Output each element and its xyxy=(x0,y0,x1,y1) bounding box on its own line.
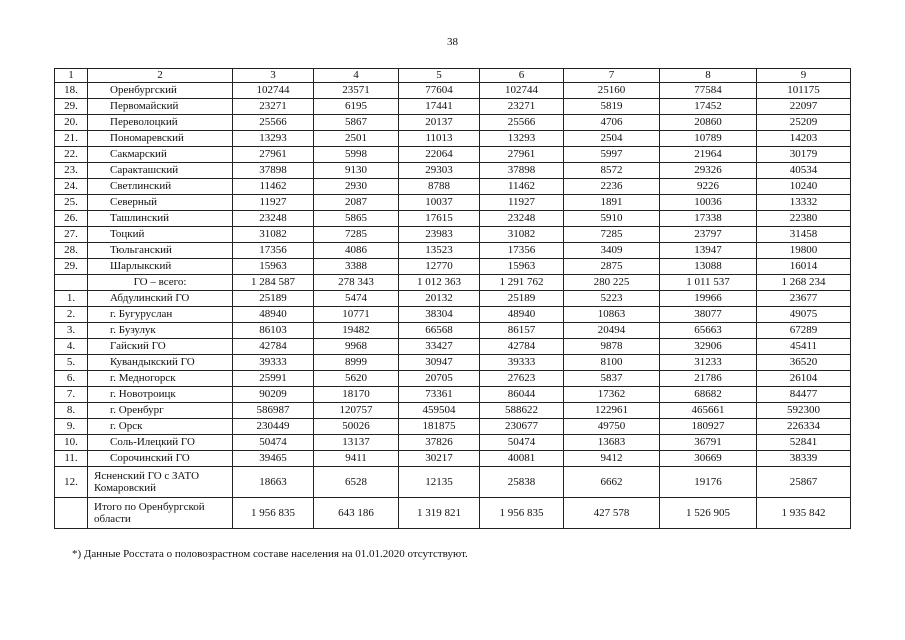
row-name: г. Орск xyxy=(88,419,233,435)
table-row xyxy=(55,403,851,419)
value-cell: 5865 xyxy=(314,211,399,227)
table-row xyxy=(55,467,851,498)
row-name: Итого по Оренбургской области xyxy=(88,498,233,529)
row-name: Светлинский xyxy=(88,179,233,195)
value-cell: 2930 xyxy=(314,179,399,195)
value-cell: 36791 xyxy=(660,435,757,451)
value-cell: 27961 xyxy=(233,147,314,163)
value-cell: 37826 xyxy=(399,435,480,451)
value-cell: 13088 xyxy=(660,259,757,275)
row-name: г. Оренбург xyxy=(88,403,233,419)
table-row xyxy=(55,115,851,131)
value-cell: 36520 xyxy=(757,355,851,371)
value-cell: 65663 xyxy=(660,323,757,339)
header-cell: 1 xyxy=(55,69,88,83)
row-number: 18. xyxy=(55,83,88,99)
value-cell: 465661 xyxy=(660,403,757,419)
value-cell: 2875 xyxy=(564,259,660,275)
value-cell: 25838 xyxy=(480,467,564,498)
row-number: 26. xyxy=(55,211,88,227)
value-cell: 2504 xyxy=(564,131,660,147)
value-cell: 19966 xyxy=(660,291,757,307)
value-cell: 20137 xyxy=(399,115,480,131)
value-cell: 21786 xyxy=(660,371,757,387)
value-cell: 13332 xyxy=(757,195,851,211)
row-number: 2. xyxy=(55,307,88,323)
value-cell: 180927 xyxy=(660,419,757,435)
row-name: Ташлинский xyxy=(88,211,233,227)
table-row xyxy=(55,339,851,355)
table-row xyxy=(55,179,851,195)
value-cell: 11927 xyxy=(233,195,314,211)
value-cell: 38339 xyxy=(757,451,851,467)
value-cell: 20132 xyxy=(399,291,480,307)
value-cell: 17338 xyxy=(660,211,757,227)
value-cell: 230677 xyxy=(480,419,564,435)
value-cell: 68682 xyxy=(660,387,757,403)
value-cell: 14203 xyxy=(757,131,851,147)
value-cell: 9130 xyxy=(314,163,399,179)
value-cell: 10036 xyxy=(660,195,757,211)
value-cell: 5223 xyxy=(564,291,660,307)
value-cell: 1 319 821 xyxy=(399,498,480,529)
value-cell: 7285 xyxy=(564,227,660,243)
value-cell: 181875 xyxy=(399,419,480,435)
value-cell: 8999 xyxy=(314,355,399,371)
row-number: 11. xyxy=(55,451,88,467)
value-cell: 27961 xyxy=(480,147,564,163)
value-cell: 67289 xyxy=(757,323,851,339)
value-cell: 29326 xyxy=(660,163,757,179)
value-cell: 30947 xyxy=(399,355,480,371)
value-cell: 42784 xyxy=(233,339,314,355)
value-cell: 122961 xyxy=(564,403,660,419)
row-name: Сорочинский ГО xyxy=(88,451,233,467)
value-cell: 4706 xyxy=(564,115,660,131)
value-cell: 8788 xyxy=(399,179,480,195)
row-number xyxy=(55,275,88,291)
value-cell: 5620 xyxy=(314,371,399,387)
row-number: 10. xyxy=(55,435,88,451)
value-cell: 25867 xyxy=(757,467,851,498)
row-name: Оренбургский xyxy=(88,83,233,99)
value-cell: 38304 xyxy=(399,307,480,323)
value-cell: 19482 xyxy=(314,323,399,339)
row-number: 1. xyxy=(55,291,88,307)
value-cell: 1891 xyxy=(564,195,660,211)
value-cell: 25189 xyxy=(480,291,564,307)
header-cell: 4 xyxy=(314,69,399,83)
row-number: 5. xyxy=(55,355,88,371)
value-cell: 12135 xyxy=(399,467,480,498)
row-name: ГО – всего: xyxy=(88,275,233,291)
table-row xyxy=(55,227,851,243)
value-cell: 13523 xyxy=(399,243,480,259)
row-name: Тоцкий xyxy=(88,227,233,243)
header-cell: 2 xyxy=(88,69,233,83)
value-cell: 49750 xyxy=(564,419,660,435)
value-cell: 2087 xyxy=(314,195,399,211)
value-cell: 5910 xyxy=(564,211,660,227)
table-row xyxy=(55,371,851,387)
value-cell: 1 268 234 xyxy=(757,275,851,291)
value-cell: 22097 xyxy=(757,99,851,115)
value-cell: 18170 xyxy=(314,387,399,403)
value-cell: 5867 xyxy=(314,115,399,131)
row-number xyxy=(55,498,88,529)
value-cell: 23248 xyxy=(233,211,314,227)
value-cell: 86044 xyxy=(480,387,564,403)
value-cell: 5997 xyxy=(564,147,660,163)
table-body xyxy=(55,83,851,529)
value-cell: 40534 xyxy=(757,163,851,179)
value-cell: 17615 xyxy=(399,211,480,227)
value-cell: 39465 xyxy=(233,451,314,467)
value-cell: 7285 xyxy=(314,227,399,243)
value-cell: 1 526 905 xyxy=(660,498,757,529)
value-cell: 5474 xyxy=(314,291,399,307)
value-cell: 592300 xyxy=(757,403,851,419)
value-cell: 17356 xyxy=(233,243,314,259)
value-cell: 16014 xyxy=(757,259,851,275)
row-number: 8. xyxy=(55,403,88,419)
value-cell: 48940 xyxy=(480,307,564,323)
value-cell: 31458 xyxy=(757,227,851,243)
row-name: Первомайский xyxy=(88,99,233,115)
table-row xyxy=(55,419,851,435)
row-number: 20. xyxy=(55,115,88,131)
value-cell: 30179 xyxy=(757,147,851,163)
table-row xyxy=(55,163,851,179)
value-cell: 102744 xyxy=(233,83,314,99)
value-cell: 37898 xyxy=(480,163,564,179)
table-row xyxy=(55,83,851,99)
row-name: г. Бузулук xyxy=(88,323,233,339)
value-cell: 50474 xyxy=(480,435,564,451)
value-cell: 25566 xyxy=(480,115,564,131)
header-cell: 8 xyxy=(660,69,757,83)
value-cell: 15963 xyxy=(480,259,564,275)
value-cell: 39333 xyxy=(233,355,314,371)
table-row xyxy=(55,451,851,467)
header-cell: 7 xyxy=(564,69,660,83)
table-row xyxy=(55,243,851,259)
value-cell: 50474 xyxy=(233,435,314,451)
header-cell: 9 xyxy=(757,69,851,83)
row-name: Шарлыкский xyxy=(88,259,233,275)
value-cell: 12770 xyxy=(399,259,480,275)
population-table xyxy=(54,68,851,529)
value-cell: 27623 xyxy=(480,371,564,387)
value-cell: 21964 xyxy=(660,147,757,163)
header-cell: 5 xyxy=(399,69,480,83)
value-cell: 39333 xyxy=(480,355,564,371)
value-cell: 31082 xyxy=(480,227,564,243)
value-cell: 120757 xyxy=(314,403,399,419)
value-cell: 66568 xyxy=(399,323,480,339)
value-cell: 90209 xyxy=(233,387,314,403)
row-name: Кувандыкский ГО xyxy=(88,355,233,371)
value-cell: 13137 xyxy=(314,435,399,451)
row-name: Саракташский xyxy=(88,163,233,179)
value-cell: 11462 xyxy=(233,179,314,195)
table-row xyxy=(55,99,851,115)
value-cell: 13683 xyxy=(564,435,660,451)
value-cell: 9878 xyxy=(564,339,660,355)
table-row xyxy=(55,147,851,163)
row-number: 29. xyxy=(55,99,88,115)
value-cell: 8572 xyxy=(564,163,660,179)
value-cell: 9411 xyxy=(314,451,399,467)
row-name: Гайский ГО xyxy=(88,339,233,355)
row-number: 6. xyxy=(55,371,88,387)
value-cell: 2236 xyxy=(564,179,660,195)
table-row xyxy=(55,291,851,307)
value-cell: 38077 xyxy=(660,307,757,323)
value-cell: 13947 xyxy=(660,243,757,259)
value-cell: 20705 xyxy=(399,371,480,387)
value-cell: 19800 xyxy=(757,243,851,259)
value-cell: 1 284 587 xyxy=(233,275,314,291)
value-cell: 23271 xyxy=(480,99,564,115)
footnote: *) Данные Росстата о половозрастном составе населения на 01.01.2020 отсутствуют. xyxy=(72,548,468,560)
value-cell: 23797 xyxy=(660,227,757,243)
value-cell: 48940 xyxy=(233,307,314,323)
value-cell: 40081 xyxy=(480,451,564,467)
row-name: Сакмарский xyxy=(88,147,233,163)
value-cell: 643 186 xyxy=(314,498,399,529)
value-cell: 5837 xyxy=(564,371,660,387)
value-cell: 4086 xyxy=(314,243,399,259)
value-cell: 37898 xyxy=(233,163,314,179)
value-cell: 280 225 xyxy=(564,275,660,291)
value-cell: 5819 xyxy=(564,99,660,115)
value-cell: 6662 xyxy=(564,467,660,498)
table-row xyxy=(55,355,851,371)
value-cell: 25209 xyxy=(757,115,851,131)
table-row xyxy=(55,259,851,275)
row-name: г. Бугуруслан xyxy=(88,307,233,323)
value-cell: 588622 xyxy=(480,403,564,419)
value-cell: 17362 xyxy=(564,387,660,403)
row-number: 12. xyxy=(55,467,88,498)
row-number: 4. xyxy=(55,339,88,355)
value-cell: 19176 xyxy=(660,467,757,498)
value-cell: 9968 xyxy=(314,339,399,355)
row-number: 23. xyxy=(55,163,88,179)
value-cell: 11927 xyxy=(480,195,564,211)
value-cell: 9226 xyxy=(660,179,757,195)
value-cell: 33427 xyxy=(399,339,480,355)
value-cell: 10771 xyxy=(314,307,399,323)
value-cell: 278 343 xyxy=(314,275,399,291)
value-cell: 23248 xyxy=(480,211,564,227)
table-row xyxy=(55,307,851,323)
value-cell: 18663 xyxy=(233,467,314,498)
value-cell: 10789 xyxy=(660,131,757,147)
value-cell: 101175 xyxy=(757,83,851,99)
value-cell: 50026 xyxy=(314,419,399,435)
table-row xyxy=(55,211,851,227)
value-cell: 586987 xyxy=(233,403,314,419)
table-row xyxy=(55,323,851,339)
value-cell: 226334 xyxy=(757,419,851,435)
value-cell: 2501 xyxy=(314,131,399,147)
row-number: 21. xyxy=(55,131,88,147)
value-cell: 84477 xyxy=(757,387,851,403)
value-cell: 17452 xyxy=(660,99,757,115)
value-cell: 10037 xyxy=(399,195,480,211)
table-row xyxy=(55,387,851,403)
value-cell: 86157 xyxy=(480,323,564,339)
row-name: Абдулинский ГО xyxy=(88,291,233,307)
value-cell: 23571 xyxy=(314,83,399,99)
value-cell: 25160 xyxy=(564,83,660,99)
row-name: Северный xyxy=(88,195,233,211)
value-cell: 459504 xyxy=(399,403,480,419)
value-cell: 25991 xyxy=(233,371,314,387)
value-cell: 31082 xyxy=(233,227,314,243)
value-cell: 32906 xyxy=(660,339,757,355)
value-cell: 77604 xyxy=(399,83,480,99)
table-header-row xyxy=(55,69,851,83)
row-name: Ясненский ГО с ЗАТО Комаровский xyxy=(88,467,233,498)
row-number: 24. xyxy=(55,179,88,195)
header-cell: 3 xyxy=(233,69,314,83)
table-row xyxy=(55,195,851,211)
value-cell: 22064 xyxy=(399,147,480,163)
table-row xyxy=(55,275,851,291)
row-number: 3. xyxy=(55,323,88,339)
value-cell: 23983 xyxy=(399,227,480,243)
row-name: г. Медногорск xyxy=(88,371,233,387)
value-cell: 10240 xyxy=(757,179,851,195)
row-name: Соль-Илецкий ГО xyxy=(88,435,233,451)
value-cell: 1 011 537 xyxy=(660,275,757,291)
value-cell: 3388 xyxy=(314,259,399,275)
value-cell: 13293 xyxy=(233,131,314,147)
value-cell: 13293 xyxy=(480,131,564,147)
table-row xyxy=(55,435,851,451)
header-cell: 6 xyxy=(480,69,564,83)
value-cell: 30669 xyxy=(660,451,757,467)
value-cell: 9412 xyxy=(564,451,660,467)
value-cell: 25189 xyxy=(233,291,314,307)
value-cell: 49075 xyxy=(757,307,851,323)
table-row xyxy=(55,498,851,529)
row-number: 7. xyxy=(55,387,88,403)
value-cell: 8100 xyxy=(564,355,660,371)
value-cell: 22380 xyxy=(757,211,851,227)
value-cell: 3409 xyxy=(564,243,660,259)
value-cell: 11013 xyxy=(399,131,480,147)
value-cell: 6528 xyxy=(314,467,399,498)
value-cell: 45411 xyxy=(757,339,851,355)
row-name: Пономаревский xyxy=(88,131,233,147)
value-cell: 1 956 835 xyxy=(233,498,314,529)
value-cell: 427 578 xyxy=(564,498,660,529)
table-row xyxy=(55,131,851,147)
row-number: 9. xyxy=(55,419,88,435)
value-cell: 23677 xyxy=(757,291,851,307)
value-cell: 26104 xyxy=(757,371,851,387)
value-cell: 6195 xyxy=(314,99,399,115)
value-cell: 25566 xyxy=(233,115,314,131)
value-cell: 10863 xyxy=(564,307,660,323)
row-number: 29. xyxy=(55,259,88,275)
value-cell: 230449 xyxy=(233,419,314,435)
value-cell: 17356 xyxy=(480,243,564,259)
value-cell: 20494 xyxy=(564,323,660,339)
value-cell: 52841 xyxy=(757,435,851,451)
value-cell: 86103 xyxy=(233,323,314,339)
value-cell: 20860 xyxy=(660,115,757,131)
value-cell: 1 956 835 xyxy=(480,498,564,529)
value-cell: 1 935 842 xyxy=(757,498,851,529)
row-number: 27. xyxy=(55,227,88,243)
value-cell: 1 291 762 xyxy=(480,275,564,291)
value-cell: 30217 xyxy=(399,451,480,467)
row-name: Переволоцкий xyxy=(88,115,233,131)
page-number: 38 xyxy=(447,36,458,48)
value-cell: 23271 xyxy=(233,99,314,115)
row-number: 25. xyxy=(55,195,88,211)
value-cell: 11462 xyxy=(480,179,564,195)
value-cell: 42784 xyxy=(480,339,564,355)
value-cell: 77584 xyxy=(660,83,757,99)
value-cell: 102744 xyxy=(480,83,564,99)
row-number: 28. xyxy=(55,243,88,259)
value-cell: 15963 xyxy=(233,259,314,275)
row-number: 22. xyxy=(55,147,88,163)
value-cell: 73361 xyxy=(399,387,480,403)
value-cell: 1 012 363 xyxy=(399,275,480,291)
row-name: г. Новотроицк xyxy=(88,387,233,403)
value-cell: 5998 xyxy=(314,147,399,163)
value-cell: 17441 xyxy=(399,99,480,115)
value-cell: 29303 xyxy=(399,163,480,179)
value-cell: 31233 xyxy=(660,355,757,371)
row-name: Тюльганский xyxy=(88,243,233,259)
